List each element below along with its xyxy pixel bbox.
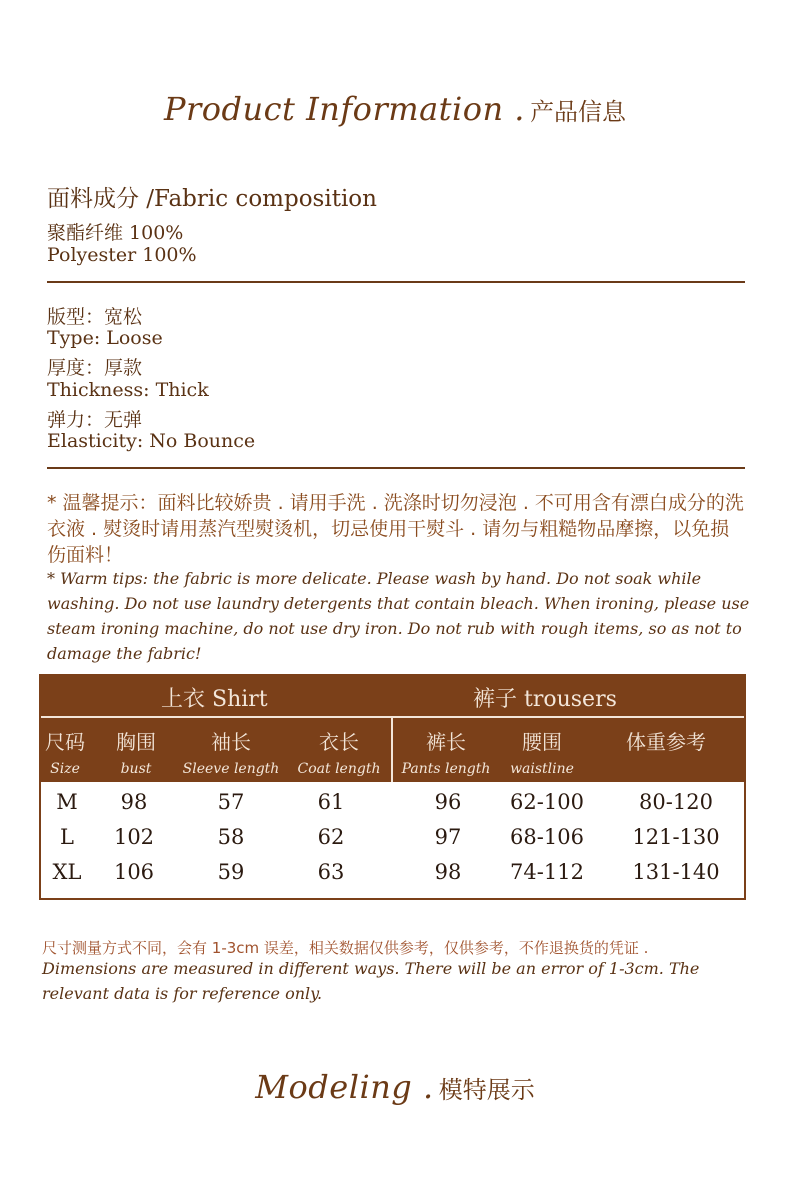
fabric-heading: 面料成分 /Fabric composition: [47, 186, 377, 212]
col-pants: [399, 726, 493, 777]
divider: [47, 281, 745, 283]
col-sleeve: [179, 726, 283, 777]
group-trousers: 裤子 trousers: [473, 687, 617, 712]
cell-waist: 74-112: [510, 860, 584, 884]
col-size: [41, 726, 89, 777]
col-weight-cn: 体重参考: [626, 730, 706, 754]
cell-sleeve: 58: [217, 825, 245, 849]
spec-type-en: Type: Loose: [47, 327, 163, 349]
cell-pants: 98: [434, 860, 462, 884]
col-pants-en: Pants length: [401, 761, 491, 777]
col-size-cn: 尺码: [45, 730, 85, 754]
col-weight: [611, 726, 721, 761]
cell-sleeve: 59: [217, 860, 245, 884]
cell-weight: 131-140: [632, 860, 720, 884]
spec-type-cn: 版型：宽松: [47, 306, 143, 328]
spec-thickness-en: Thickness: Thick: [47, 379, 209, 401]
col-sleeve-cn: 袖长: [211, 730, 251, 754]
care-tips-cn: * 温馨提示：面料比较娇贵 . 请用手洗 . 洗涤时切勿浸泡 . 不可用含有漂白成分的洗衣液 . 熨烫时请用蒸汽型熨烫机，切忌使用干熨斗 . 请勿与粗糙物品摩擦，以免损伤面料！: [47, 492, 744, 566]
col-bust: [101, 726, 171, 777]
cell-bust: 98: [120, 790, 148, 814]
cell-weight: 80-120: [639, 790, 713, 814]
cell-coat: 61: [317, 790, 345, 814]
cell-pants: 97: [434, 825, 462, 849]
cell-size: XL: [52, 860, 82, 884]
col-coat-en: Coat length: [297, 761, 381, 777]
product-information-title: [0, 90, 790, 128]
cell-sleeve: 57: [217, 790, 245, 814]
table-row: [41, 860, 744, 894]
spec-thickness-cn: 厚度：厚款: [47, 357, 143, 379]
col-waist-en: waistline: [510, 761, 574, 777]
col-bust-en: bust: [120, 761, 152, 777]
spec-elasticity-en: Elasticity: No Bounce: [47, 430, 256, 452]
col-waist-cn: 腰围: [522, 730, 562, 754]
header-column-divider: [391, 716, 393, 782]
modeling-title: [0, 1068, 790, 1106]
col-coat-cn: 衣长: [319, 730, 359, 754]
table-row: [41, 825, 744, 859]
size-table: [39, 674, 746, 900]
fabric-line-cn: 聚酯纤维 100%: [47, 222, 184, 244]
cell-coat: 62: [317, 825, 345, 849]
cell-bust: 102: [113, 825, 155, 849]
col-waist: [501, 726, 583, 777]
table-row: [41, 790, 744, 824]
modeling-title-chinese: 模特展示: [438, 1076, 535, 1104]
col-size-en: Size: [50, 761, 80, 777]
title-english: Product Information .: [163, 90, 525, 128]
col-bust-cn: 胸围: [116, 730, 156, 754]
group-shirt: 上衣 Shirt: [161, 687, 268, 712]
size-table-header: [41, 676, 744, 782]
col-pants-cn: 裤长: [426, 730, 466, 754]
measurement-note-en: Dimensions are measured in different ways. There will be an error of 1-3cm. The relevant data is for reference only.: [42, 959, 700, 1003]
modeling-title-english: Modeling .: [255, 1068, 434, 1106]
cell-waist: 68-106: [510, 825, 584, 849]
cell-bust: 106: [113, 860, 155, 884]
measurement-note-cn: 尺寸测量方式不同，会有 1-3cm 误差，相关数据仅供参考，仅供参考，不作退换货的凭证 .: [42, 939, 649, 957]
cell-pants: 96: [434, 790, 462, 814]
col-sleeve-en: Sleeve length: [182, 761, 280, 777]
care-tips-en: * Warm tips: the fabric is more delicate. Please wash by hand. Do not soak while washing. Do not use laundry detergents that contain bleach. When ironing, please use steam ironing machine, do not use dry iron. Do not rub with rough items, so as not to damage the fabric!: [47, 569, 750, 663]
title-chinese: 产品信息: [530, 98, 627, 126]
cell-coat: 63: [317, 860, 345, 884]
cell-size: M: [56, 790, 78, 814]
spec-elasticity-cn: 弹力：无弹: [47, 409, 143, 431]
fabric-line-en: Polyester 100%: [47, 244, 197, 266]
cell-weight: 121-130: [632, 825, 720, 849]
cell-waist: 62-100: [510, 790, 584, 814]
col-coat: [291, 726, 387, 777]
cell-size: L: [60, 825, 74, 849]
divider: [47, 467, 745, 469]
